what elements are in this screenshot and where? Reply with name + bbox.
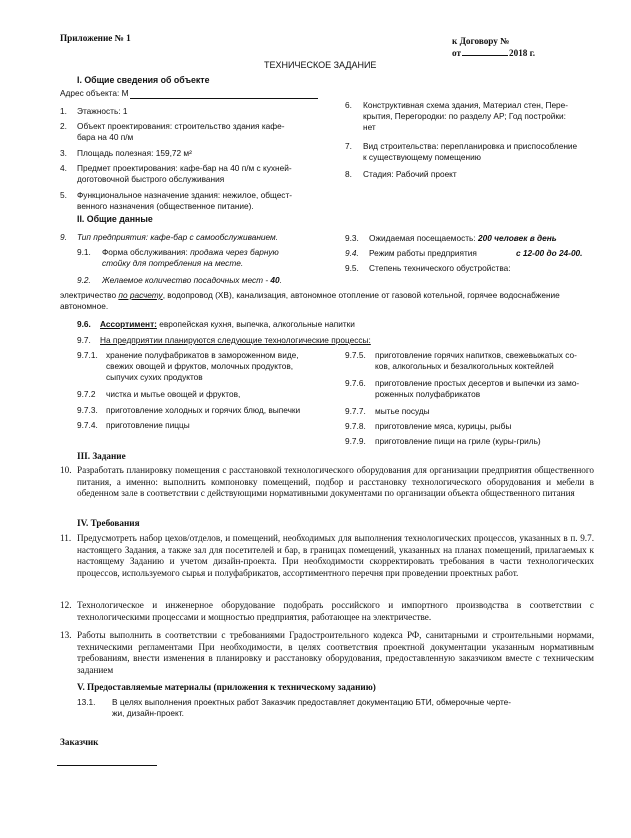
item-5-text-1: Функциональное назначение здания: нежилое, общест-: [77, 190, 293, 200]
utilities-rest: , водопровод (ХВ), канализация, автономное отопление от газовой котельной, горячее водоснабжение: [162, 290, 560, 300]
address-label: Адрес объекта: М: [60, 88, 129, 98]
utilities-line-2: автономное.: [60, 301, 109, 311]
item-9-num: 9.: [60, 232, 67, 242]
item-9-4-value: с 12-00 до 24-00.: [516, 248, 583, 258]
item-9-4-num: 9.4.: [345, 248, 359, 258]
item-7-text-1: Вид строительства: перепланировка и приспособление: [363, 141, 578, 151]
proc-9-7-6-text-1: приготовление простых десертов и выпечки из замо-: [375, 378, 580, 388]
assortment-text: европейская кухня, выпечка, алкогольные напитки: [156, 319, 355, 329]
item-9-2-line: Желаемое количество посадочных мест - 40.: [102, 275, 282, 285]
item-9-text: Тип предприятия: кафе-бар с самообслуживанием.: [77, 232, 279, 242]
item-2-text-2: бара на 40 п/м: [77, 132, 134, 142]
proc-9-7-6-num: 9.7.6.: [345, 378, 366, 388]
address-blank: [130, 98, 318, 99]
item-3-text: Площадь полезная: 159,72 м²: [77, 148, 192, 158]
item-5-num: 5.: [60, 190, 67, 200]
item-2-text-1: Объект проектирования: строительство здания кафе-: [77, 121, 285, 131]
section1-heading: I. Общие сведения об объекте: [77, 75, 210, 85]
proc-9-7-4-num: 9.7.4.: [77, 420, 98, 430]
proc-9-7-1-text-3: сыпучих сухих продуктов: [106, 372, 203, 382]
item-10-text: Разработать планировку помещения с расстановкой технологического оборудования для организации предприятия общественного питания, а именно: выполнить компоновку помещений, подбор и расстановку технологического оборудования и мебели в обеденном зале в соответствии с действующими нормативными документами по организации объекта общественного питания: [77, 465, 594, 499]
date-blank: [462, 55, 508, 56]
item-9-3-num: 9.3.: [345, 233, 359, 243]
customer-signature-line: [57, 765, 157, 766]
item-9-2-num: 9.2.: [77, 275, 91, 285]
proc-9-7-2-text: чистка и мытье овощей и фруктов,: [106, 389, 241, 399]
utilities-line-1: [60, 290, 560, 302]
item-13-1-line-2: жи, дизайн-проект.: [112, 708, 184, 718]
item-6-text-3: нет: [363, 122, 376, 132]
section3-heading: III. Задание: [77, 451, 126, 461]
item-9-1-value-2: стойку для потребления на месте.: [102, 258, 244, 268]
contract-date-line: [452, 48, 535, 60]
item-3-num: 3.: [60, 148, 67, 158]
section2-heading: II. Общие данные: [77, 214, 153, 224]
item-9-3-line: [369, 233, 557, 245]
item-9-1-value-1: продажа через барную: [190, 247, 279, 257]
item-7-num: 7.: [345, 141, 352, 151]
proc-9-7-4-text: приготовление пиццы: [106, 420, 190, 430]
section5-heading: V. Предоставляемые материалы (приложения к техническому заданию): [77, 682, 376, 692]
item-9-2-value: 40: [270, 275, 280, 285]
proc-9-7-7-text: мытье посуды: [375, 406, 430, 416]
item-9-2-label: Желаемое количество посадочных мест -: [102, 275, 269, 285]
proc-9-7-5-num: 9.7.5.: [345, 350, 366, 360]
item-8-num: 8.: [345, 169, 352, 179]
proc-9-7-1-text-2: свежих овощей и фруктов, молочных продуктов,: [106, 361, 294, 371]
item-2-num: 2.: [60, 121, 67, 131]
section4-heading: IV. Требования: [77, 518, 140, 528]
proc-9-7-6-text-2: роженных полуфабрикатов: [375, 389, 481, 399]
proc-9-7-3-num: 9.7.3.: [77, 405, 98, 415]
proc-9-7-5-text-1: приготовление горячих напитков, свежевыжатых со-: [375, 350, 577, 360]
assortment-label: Ассортимент:: [100, 319, 157, 329]
item-9-6-num: 9.6.: [77, 319, 91, 329]
processes-intro: На предприятии планируются следующие технологические процессы:: [100, 335, 371, 345]
item-7-text-2: к существующему помещению: [363, 152, 481, 162]
item-6-num: 6.: [345, 100, 352, 110]
item-13-1-line-1: В целях выполнения проектных работ Заказчик предоставляет документацию БТИ, обмерочные черте-: [112, 697, 512, 707]
item-6-text-1: Конструктивная схема здания, Материал стен, Пере-: [363, 100, 569, 110]
proc-9-7-7-num: 9.7.7.: [345, 406, 366, 416]
proc-9-7-8-num: 9.7.8.: [345, 421, 366, 431]
item-1-num: 1.: [60, 106, 67, 116]
item-9-3-value: 200 человек в день: [477, 233, 557, 243]
item-9-4-label: Режим работы предприятия: [369, 248, 477, 258]
item-4-num: 4.: [60, 163, 67, 173]
item-9-5-text: Степень технического обустройства:: [369, 263, 511, 273]
item-9-1-line-1: [102, 247, 279, 259]
item-8-text: Стадия: Рабочий проект: [363, 169, 457, 179]
item-9-1-label: Форма обслуживания:: [102, 247, 188, 257]
proc-9-7-5-text-2: ков, алкогольных и безалкогольных коктейлей: [375, 361, 554, 371]
contract-date-prefix: от: [452, 48, 461, 58]
item-10-num: 10.: [60, 465, 72, 475]
proc-9-7-1-text-1: хранение полуфабрикатов в замороженном виде,: [106, 350, 299, 360]
item-12-text: Технологическое и инженерное оборудование подобрать российского и импортного производства в соответствии с технологическими процессами и мощностью предприятия, работающее на электричестве.: [77, 600, 594, 622]
proc-9-7-3-text: приготовление холодных и горячих блюд, выпечки: [106, 405, 301, 415]
contract-date-suffix: 2018 г.: [509, 48, 536, 58]
item-6-text-2: крытия, Перегородки: по разделу АР; Год постройки:: [363, 111, 566, 121]
item-13-1-num: 13.1.: [77, 697, 96, 707]
proc-9-7-9-num: 9.7.9.: [345, 436, 366, 446]
item-11-num: 11.: [60, 533, 72, 543]
item-13-num: 13.: [60, 630, 72, 640]
item-12-num: 12.: [60, 600, 72, 610]
item-9-1-num: 9.1.: [77, 247, 91, 257]
appendix-label: Приложение № 1: [60, 33, 131, 43]
item-9-7-num: 9.7.: [77, 335, 91, 345]
utilities-underlined: по расчету: [118, 290, 163, 300]
item-9-3-label: Ожидаемая посещаемость:: [369, 233, 476, 243]
item-4-text-2: доготовочной быстрого обслуживания: [77, 174, 225, 184]
proc-9-7-1-num: 9.7.1.: [77, 350, 98, 360]
item-5-text-2: венного назначения (общественное питание).: [77, 201, 254, 211]
proc-9-7-8-text: приготовление мяса, курицы, рыбы: [375, 421, 512, 431]
proc-9-7-9-text: приготовление пищи на гриле (куры-гриль): [375, 436, 541, 446]
item-9-5-num: 9.5.: [345, 263, 359, 273]
customer-label: Заказчик: [60, 737, 99, 747]
item-4-text-1: Предмет проектирования: кафе-бар на 40 п/м с кухней-: [77, 163, 292, 173]
item-13-text: Работы выполнить в соответствии с требованиями Градостроительного кодекса РФ, санитарными и строительными нормами, техническими регламентами При необходимости, в целях соответствия проектной документации указанным нормативным требованиям, внести изменения в планировку и расстановку оборудования, предоставленную заказчиком вместе с техническим заданием: [77, 630, 594, 675]
utilities-prefix: электричество: [60, 290, 117, 300]
proc-9-7-2-num: 9.7.2: [77, 389, 96, 399]
contract-number-label: к Договору №: [452, 36, 510, 46]
document-title: ТЕХНИЧЕСКОЕ ЗАДАНИЕ: [264, 60, 377, 70]
item-11-text: Предусмотреть набор цехов/отделов, и помещений, необходимых для выполнения технологических процессов, указанных в п. 9.7. настоящего Задания, а также зал для посетителей и бар, в границах помещений, указанных на планах помещений, прилагаемых к настоящему Заданию и учетом дизайн-проекта. При необходимости скорректировать требования в части технологических процессов, используемого сырья и полуфабрикатов, ассортиментного перечня при проведении проектных работ.: [77, 533, 594, 578]
item-9-6-line: [100, 319, 355, 331]
item-1-text: Этажность: 1: [77, 106, 128, 116]
